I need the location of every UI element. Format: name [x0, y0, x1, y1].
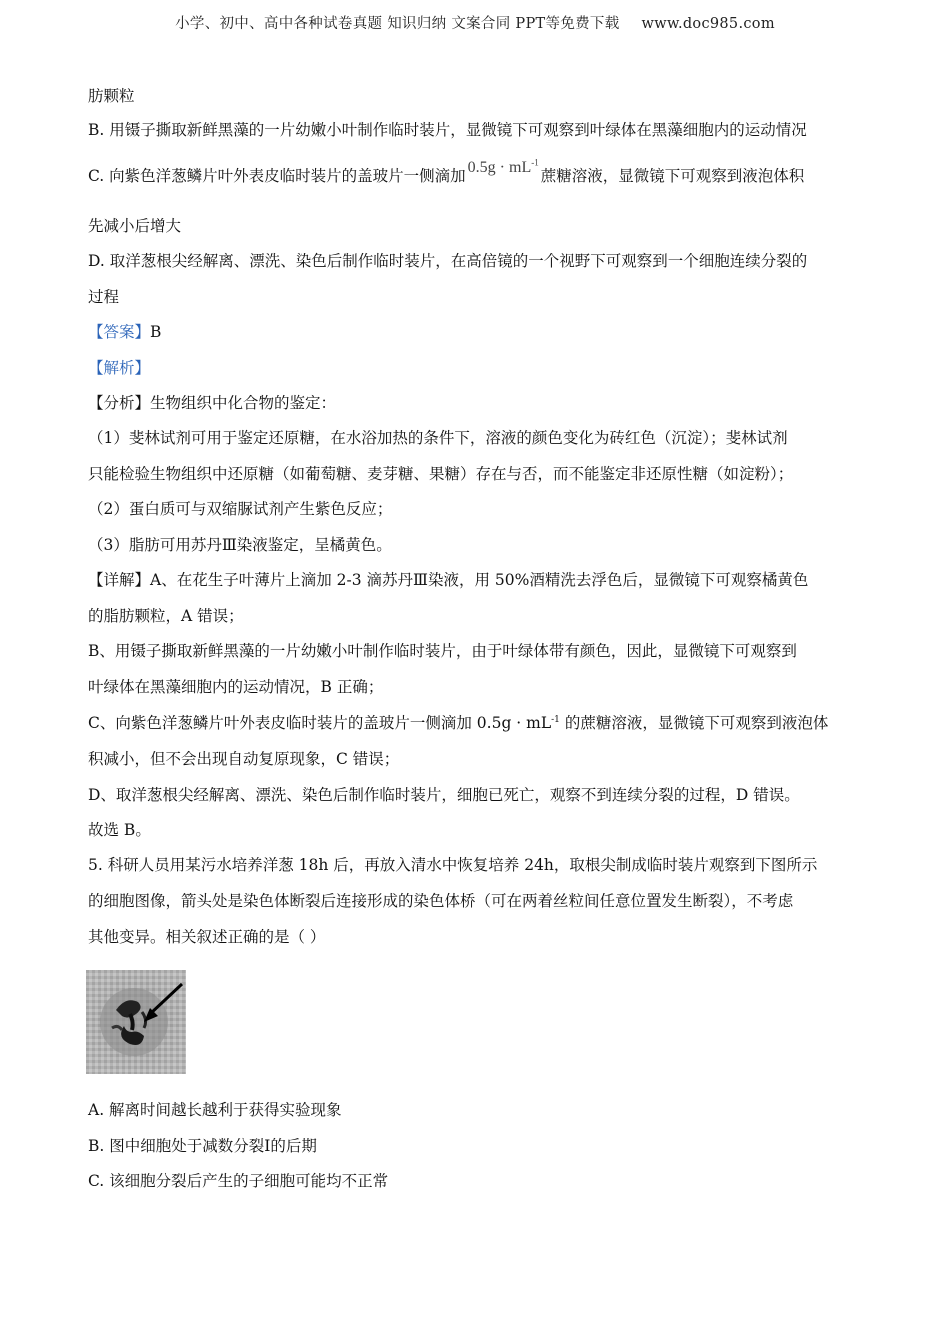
analysis-label: 【解析】	[88, 359, 151, 377]
concentration-formula: $0.5g \cdot mL^{-1}$	[467, 157, 539, 176]
option-b: B. 图中细胞处于减数分裂Ⅰ的后期	[88, 1137, 317, 1155]
option-c	[88, 157, 805, 186]
option-d: D. 取洋葱根尖经解离、漂洗、染色后制作临时装片，在高倍镜的一个视野下可观察到一个细胞连续分裂的	[88, 252, 808, 270]
text-line: 的细胞图像，箭头处是染色体断裂后连接形成的染色体桥（可在两着丝粒间任意位置发生断裂），不考虑	[88, 892, 794, 910]
analysis-point-2: （2）蛋白质可与双缩脲试剂产生紫色反应；	[88, 500, 393, 518]
detail-b: B、用镊子撕取新鲜黑藻的一片幼嫩小叶制作临时装片，由于叶绿体带有颜色，因此，显微镜下可观察到	[88, 642, 797, 660]
detail-c: C、向紫色洋葱鳞片叶外表皮临时装片的盖玻片一侧滴加 $0.5g \cdot mL^{-1}$ 的蔗糖溶液，显微镜下可观察到液泡体	[88, 714, 829, 732]
text-line: 过程	[88, 288, 120, 306]
detail-d: D、取洋葱根尖经解离、漂洗、染色后制作临时装片，细胞已死亡，观察不到连续分裂的过程，D 错误。	[88, 786, 800, 804]
text-line: 其他变异。相关叙述正确的是（ ）	[88, 928, 326, 946]
detail-a: 【详解】A、在花生子叶薄片上滴加 2-3 滴苏丹Ⅲ染液，用 50%酒精洗去浮色后，显微镜下可观察橘黄色	[88, 571, 809, 589]
option-c-text-b: 蔗糖溶液，显微镜下可观察到液泡体积	[540, 167, 805, 185]
page-header	[0, 12, 950, 33]
text-line: 只能检验生物组织中还原糖（如葡萄糖、麦芽糖、果糖）存在与否，而不能鉴定非还原性糖（如淀粉）；	[88, 465, 794, 483]
option-c-text-a: C. 向紫色洋葱鳞片叶外表皮临时装片的盖玻片一侧滴加	[88, 167, 466, 185]
option-c: C. 该细胞分裂后产生的子细胞可能均不正常	[88, 1172, 389, 1190]
answer-line	[88, 320, 161, 342]
header-site[interactable]: www.doc985.com	[641, 16, 775, 32]
text-line: 先减小后增大	[88, 217, 182, 235]
answer-value: B	[150, 323, 162, 341]
analysis-heading: 【分析】生物组织中化合物的鉴定：	[88, 394, 337, 412]
header-text: 小学、初中、高中各种试卷真题 知识归纳 文案合同 PPT等免费下载	[175, 16, 620, 32]
text-line: 积减小，但不会出现自动复原现象，C 错误；	[88, 750, 400, 768]
answer-label: 【答案】	[88, 323, 151, 341]
text-line: 叶绿体在黑藻细胞内的运动情况，B 正确；	[88, 678, 384, 696]
micrograph-cell-icon	[86, 970, 186, 1074]
option-a: A. 解离时间越长越利于获得实验现象	[88, 1101, 342, 1119]
analysis-point-3: （3）脂肪可用苏丹Ⅲ染液鉴定，呈橘黄色。	[88, 536, 392, 554]
question-5: 5. 科研人员用某污水培养洋葱 18h 后，再放入清水中恢复培养 24h，取根尖制成临时装片观察到下图所示	[88, 856, 818, 874]
text-line: 的脂肪颗粒，A 错误；	[88, 607, 244, 625]
conclusion: 故选 B。	[88, 821, 151, 839]
micrograph-image	[86, 970, 186, 1074]
text-line: 肪颗粒	[88, 87, 135, 105]
option-b: B. 用镊子撕取新鲜黑藻的一片幼嫩小叶制作临时装片，显微镜下可观察到叶绿体在黑藻细胞内的运动情况	[88, 121, 807, 139]
analysis-point-1: （1）斐林试剂可用于鉴定还原糖，在水浴加热的条件下，溶液的颜色变化为砖红色（沉淀）；斐林试剂	[88, 429, 788, 447]
